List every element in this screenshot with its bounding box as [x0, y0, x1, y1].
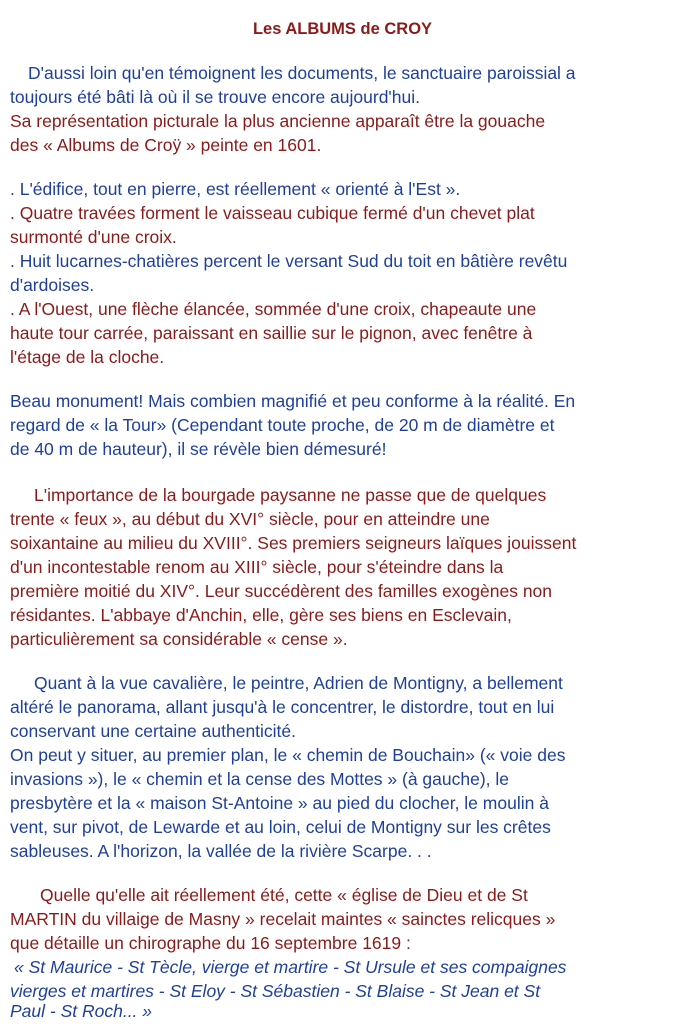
text-line: Sa représentation picturale la plus ancienne apparaît être la gouache: [10, 111, 546, 131]
text-line: l'étage de la cloche.: [10, 347, 165, 367]
text-line: . Huit lucarnes-chatières percent le versant Sud du toit en bâtière revêtu: [10, 251, 568, 271]
text-line: d'ardoises.: [10, 275, 95, 295]
text-line: « St Maurice - St Tècle, vierge et martire - St Ursule et ses compaignes: [14, 957, 567, 977]
text-line: . L'édifice, tout en pierre, est réellement « orienté à l'Est ».: [10, 179, 461, 199]
text-line: . A l'Ouest, une flèche élancée, sommée d'une croix, chapeaute une: [10, 299, 537, 319]
text-line: trente « feux », au début du XVI° siècle, pour en atteindre une: [10, 509, 490, 529]
text-line: L'importance de la bourgade paysanne ne passe que de quelques: [34, 485, 547, 505]
text-line: des « Albums de Croÿ » peinte en 1601.: [10, 135, 322, 155]
text-line: Quelle qu'elle ait réellement été, cette « église de Dieu et de St: [40, 885, 528, 905]
page-title: Les ALBUMS de CROY: [252, 20, 433, 38]
text-line: invasions »), le « chemin et la cense des Mottes » (à gauche), le: [10, 769, 510, 789]
text-line: résidantes. L'abbaye d'Anchin, elle, gère ses biens en Esclevain,: [10, 605, 512, 625]
text-line: vent, sur pivot, de Lewarde et au loin, celui de Montigny sur les crêtes: [10, 817, 551, 837]
text-line: vierges et martires - St Eloy - St Sébastien - St Blaise - St Jean et St: [10, 981, 541, 1001]
text-line: conservant une certaine authenticité.: [10, 721, 297, 741]
text-line: altéré le panorama, allant jusqu'à le concentrer, le distordre, tout en lui: [10, 697, 555, 717]
text-line: soixantaine au milieu du XVIII°. Ses premiers seigneurs laïques jouissent: [10, 533, 577, 553]
text-line: de 40 m de hauteur), il se révèle bien démesuré!: [10, 439, 387, 459]
text-line: regard de « la Tour» (Cependant toute proche, de 20 m de diamètre et: [10, 415, 555, 435]
text-line: presbytère et la « maison St-Antoine » au pied du clocher, le moulin à: [10, 793, 549, 813]
text-line: surmonté d'une croix.: [10, 227, 177, 247]
text-line: D'aussi loin qu'en témoignent les documents, le sanctuaire paroissial a: [28, 63, 576, 83]
text-line: que détaille un chirographe du 16 septembre 1619 :: [10, 933, 411, 953]
text-line: d'un incontestable renom au XIII° siècle, pour s'éteindre dans la: [10, 557, 504, 577]
text-line: Quant à la vue cavalière, le peintre, Adrien de Montigny, a bellement: [34, 673, 563, 693]
text-line: première moitié du XIV°. Leur succédèrent des familles exogènes non: [10, 581, 553, 601]
text-line: . Quatre travées forment le vaisseau cubique fermé d'un chevet plat: [10, 203, 535, 223]
text-line: Beau monument! Mais combien magnifié et peu conforme à la réalité. En: [10, 391, 576, 411]
text-line: MARTIN du villaige de Masny » recelait maintes « sainctes relicques »: [10, 909, 556, 929]
text-line: sableuses. A l'horizon, la vallée de la rivière Scarpe. . .: [10, 841, 432, 861]
text-line: Paul - St Roch... »: [10, 1001, 153, 1021]
text-line: toujours été bâti là où il se trouve encore aujourd'hui.: [10, 87, 420, 107]
text-line: haute tour carrée, paraissant en saillie sur le pignon, avec fenêtre à: [10, 323, 533, 343]
text-line: particulièrement sa considérable « cense ».: [10, 629, 348, 649]
text-line: On peut y situer, au premier plan, le « chemin de Bouchain» (« voie des: [10, 745, 566, 765]
